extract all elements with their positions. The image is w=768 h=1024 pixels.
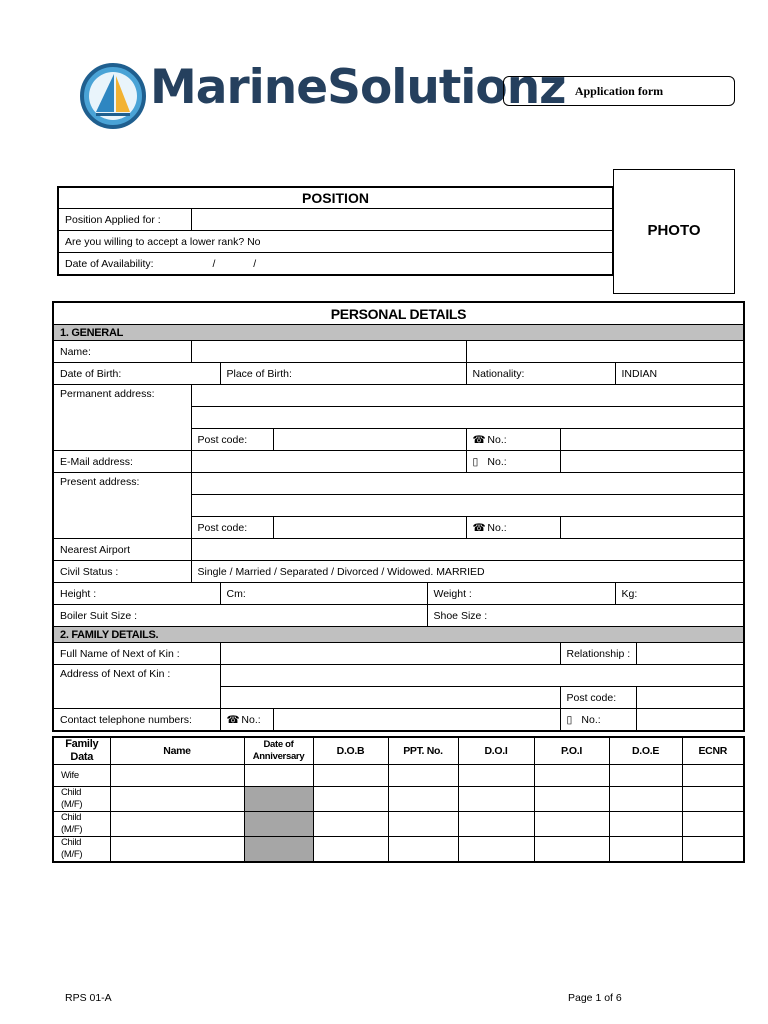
family-cell[interactable] xyxy=(458,765,534,787)
perm-post-code-label: Post code: xyxy=(191,429,273,451)
phone-icon: ☎ xyxy=(226,713,240,726)
family-cell[interactable] xyxy=(609,837,682,863)
present-address-line1[interactable] xyxy=(191,473,744,495)
personal-details-table xyxy=(52,301,745,732)
relationship-field[interactable] xyxy=(636,643,744,665)
kin-post-code-field[interactable] xyxy=(636,687,744,709)
mobile-phone-icon: ▯ xyxy=(472,455,479,468)
availability-row[interactable] xyxy=(58,253,613,276)
name-field[interactable] xyxy=(191,341,466,363)
family-cell[interactable] xyxy=(682,837,744,863)
perm-phone-label: ☎ No.: xyxy=(466,429,560,451)
family-cell[interactable] xyxy=(682,787,744,812)
phone-icon: ☎ xyxy=(472,521,486,534)
family-cell[interactable] xyxy=(388,837,458,863)
perm-address-line2[interactable] xyxy=(191,407,744,429)
pob-label[interactable]: Place of Birth: xyxy=(220,363,466,385)
family-cell[interactable] xyxy=(534,812,609,837)
family-cell[interactable] xyxy=(534,765,609,787)
perm-post-code-field[interactable] xyxy=(273,429,466,451)
sailboat-logo-icon xyxy=(78,62,148,132)
kin-post-code-label: Post code: xyxy=(560,687,636,709)
present-address-line2[interactable] xyxy=(191,495,744,517)
position-table xyxy=(57,186,614,276)
section-family: 2. FAMILY DETAILS. xyxy=(53,627,744,643)
family-header-cell: D.O.I xyxy=(458,737,534,765)
weight-label: Weight : xyxy=(427,583,615,605)
weight-kg-label[interactable]: Kg: xyxy=(615,583,744,605)
family-cell[interactable] xyxy=(458,812,534,837)
boiler-suit-label[interactable]: Boiler Suit Size : xyxy=(53,605,427,627)
shoe-size-label[interactable]: Shoe Size : xyxy=(427,605,744,627)
kin-address-line2[interactable] xyxy=(220,687,560,709)
family-header-cell: ECNR xyxy=(682,737,744,765)
brand-name: MarineSolutionz xyxy=(150,60,566,115)
availability-label: Date of Availability: xyxy=(65,257,154,270)
position-applied-field[interactable] xyxy=(191,209,613,231)
present-post-code-field[interactable] xyxy=(273,517,466,539)
perm-phone-field[interactable] xyxy=(560,429,744,451)
email-field[interactable] xyxy=(191,451,466,473)
family-cell[interactable] xyxy=(313,812,388,837)
company-logo xyxy=(78,58,566,138)
kin-address-line1[interactable] xyxy=(220,665,744,687)
email-label: E-Mail address: xyxy=(53,451,191,473)
civil-status-value[interactable]: Single / Married / Separated / Divorced / Widowed. MARRIED xyxy=(191,561,744,583)
family-cell[interactable] xyxy=(110,787,244,812)
contact-phone-field[interactable] xyxy=(273,709,560,732)
family-cell[interactable] xyxy=(458,837,534,863)
email-mobile-field[interactable] xyxy=(560,451,744,473)
family-row-label: Child (M/F) xyxy=(53,812,110,837)
present-post-code-label: Post code: xyxy=(191,517,273,539)
photo-box[interactable] xyxy=(613,169,735,294)
family-cell[interactable] xyxy=(110,812,244,837)
lower-rank-question[interactable]: Are you willing to accept a lower rank? No xyxy=(58,231,613,253)
form-type-label: Application form xyxy=(503,76,735,106)
kin-name-field[interactable] xyxy=(220,643,560,665)
family-cell[interactable] xyxy=(609,765,682,787)
airport-field[interactable] xyxy=(191,539,744,561)
family-cell[interactable] xyxy=(244,765,313,787)
height-label: Height : xyxy=(53,583,220,605)
availability-date-separators: / / xyxy=(212,257,257,270)
email-mobile-label: ▯ No.: xyxy=(466,451,560,473)
airport-label: Nearest Airport xyxy=(53,539,191,561)
family-row-label: Child (M/F) xyxy=(53,837,110,863)
family-cell[interactable] xyxy=(534,787,609,812)
table-row xyxy=(53,765,744,787)
family-cell[interactable] xyxy=(388,812,458,837)
civil-status-label: Civil Status : xyxy=(53,561,191,583)
family-row-label: Child (M/F) xyxy=(53,787,110,812)
family-header-cell: Family Data xyxy=(53,737,110,765)
family-cell[interactable] xyxy=(388,765,458,787)
family-cell[interactable] xyxy=(458,787,534,812)
family-cell[interactable] xyxy=(609,812,682,837)
family-header-cell: PPT. No. xyxy=(388,737,458,765)
contact-mobile-field[interactable] xyxy=(636,709,744,732)
position-applied-label: Position Applied for : xyxy=(58,209,191,231)
mobile-phone-icon: ▯ xyxy=(566,713,573,726)
family-cell[interactable] xyxy=(313,765,388,787)
present-phone-field[interactable] xyxy=(560,517,744,539)
contact-phone-label: ☎ No.: xyxy=(220,709,273,732)
family-cell[interactable] xyxy=(534,837,609,863)
kin-name-label: Full Name of Next of Kin : xyxy=(53,643,220,665)
family-cell[interactable] xyxy=(609,787,682,812)
table-row xyxy=(53,787,744,812)
nationality-value[interactable]: INDIAN xyxy=(615,363,744,385)
family-cell[interactable] xyxy=(682,812,744,837)
position-title: POSITION xyxy=(58,187,613,209)
section-general: 1. GENERAL xyxy=(53,325,744,341)
family-data-table xyxy=(52,736,745,863)
photo-label: PHOTO xyxy=(647,222,701,239)
family-cell[interactable] xyxy=(110,765,244,787)
family-header-cell: D.O.B xyxy=(313,737,388,765)
family-header-cell: Date of Anniversary xyxy=(244,737,313,765)
phone-icon: ☎ xyxy=(472,433,486,446)
table-row xyxy=(53,812,744,837)
present-address-label: Present address: xyxy=(53,473,191,539)
relationship-label: Relationship : xyxy=(560,643,636,665)
name-field-extra[interactable] xyxy=(466,341,744,363)
family-cell[interactable] xyxy=(388,787,458,812)
kin-address-label: Address of Next of Kin : xyxy=(53,665,220,709)
nationality-label: Nationality: xyxy=(466,363,615,385)
family-header-row xyxy=(53,737,744,765)
family-row-label: Wife xyxy=(53,765,110,787)
family-cell-disabled xyxy=(244,812,313,837)
family-cell[interactable] xyxy=(313,787,388,812)
family-cell[interactable] xyxy=(110,837,244,863)
perm-address-label: Permanent address: xyxy=(53,385,191,451)
family-header-cell: P.O.I xyxy=(534,737,609,765)
name-label: Name: xyxy=(53,341,191,363)
height-cm-label[interactable]: Cm: xyxy=(220,583,427,605)
table-row xyxy=(53,837,744,863)
form-code: RPS 01-A xyxy=(65,992,112,1004)
family-cell-disabled xyxy=(244,837,313,863)
family-cell[interactable] xyxy=(313,837,388,863)
family-header-cell: D.O.E xyxy=(609,737,682,765)
dob-label[interactable]: Date of Birth: xyxy=(53,363,220,385)
page-number: Page 1 of 6 xyxy=(568,992,622,1004)
personal-details-title: PERSONAL DETAILS xyxy=(53,302,744,325)
family-cell-disabled xyxy=(244,787,313,812)
family-cell[interactable] xyxy=(682,765,744,787)
present-phone-label: ☎ No.: xyxy=(466,517,560,539)
contact-mobile-label: ▯ No.: xyxy=(560,709,636,732)
contact-phones-label: Contact telephone numbers: xyxy=(53,709,220,732)
family-header-cell: Name xyxy=(110,737,244,765)
perm-address-line1[interactable] xyxy=(191,385,744,407)
